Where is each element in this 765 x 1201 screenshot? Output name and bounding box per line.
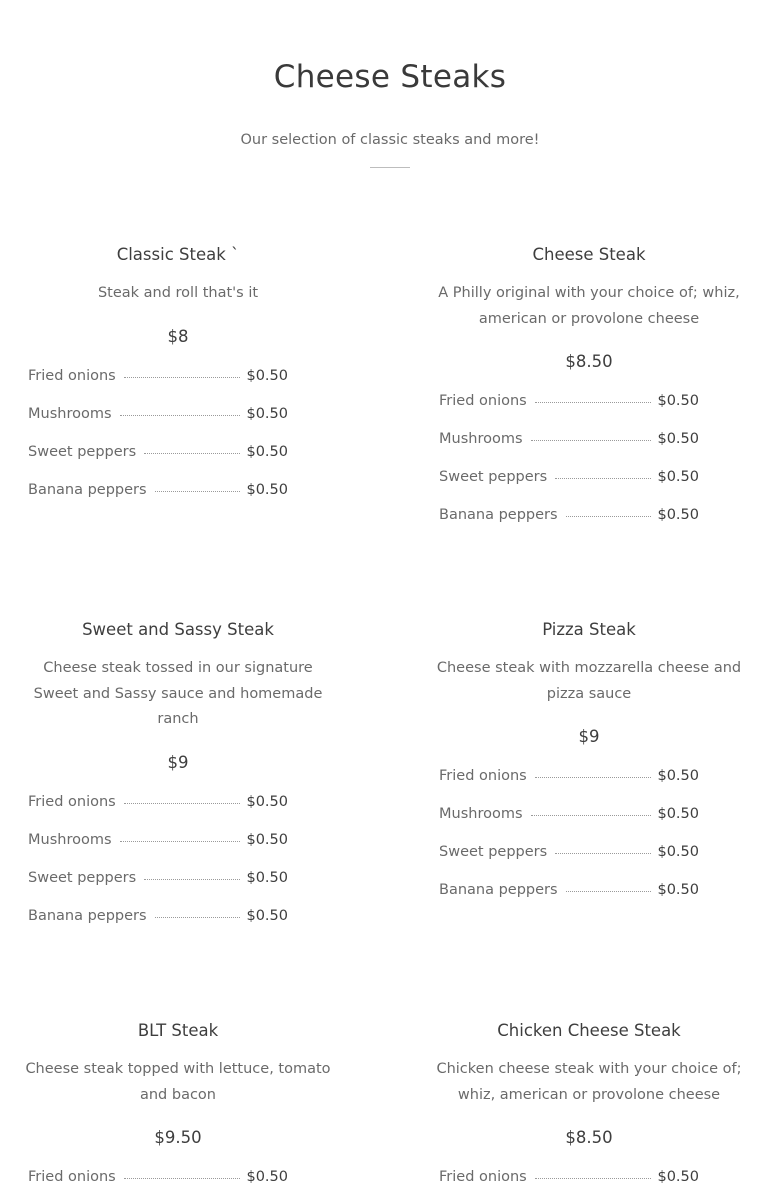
addon-name: Mushrooms [28, 405, 112, 422]
addon-price: $0.50 [246, 481, 288, 498]
page-title: Cheese Steaks [273, 59, 507, 95]
menu-item-classic-steak [8, 243, 348, 509]
addon-name: Mushrooms [28, 831, 112, 848]
addon-price: $0.50 [657, 806, 699, 822]
addon-name: Banana peppers [28, 907, 147, 924]
addon-row [28, 1158, 288, 1196]
addon-name: Fried onions [28, 1169, 116, 1185]
addon-list [439, 1158, 699, 1196]
dot-leader [155, 490, 241, 492]
item-price: $9 [578, 727, 600, 746]
dot-leader [120, 414, 241, 416]
addon-price: $0.50 [657, 469, 699, 485]
addon-row [439, 757, 699, 795]
addon-price: $0.50 [657, 507, 699, 523]
item-price: $9 [167, 752, 189, 772]
item-description: Steak and roll that's it [97, 285, 259, 301]
addon-price: $0.50 [657, 1169, 699, 1185]
dot-leader [124, 376, 241, 378]
item-name: BLT Steak [137, 1021, 219, 1040]
addon-price: $0.50 [246, 793, 288, 810]
addon-price: $0.50 [246, 831, 288, 848]
addon-name: Fried onions [28, 367, 116, 384]
menu-item-cheese-steak [419, 243, 759, 534]
addon-list [28, 1158, 288, 1196]
item-price: $9.50 [154, 1128, 202, 1147]
addon-row [28, 471, 288, 509]
addon-name: Fried onions [439, 1169, 527, 1185]
addon-name: Mushrooms [439, 806, 523, 822]
addon-row [28, 859, 288, 897]
item-price: $8 [167, 326, 189, 346]
dot-leader [566, 515, 652, 517]
item-name: Chicken Cheese Steak [497, 1021, 681, 1040]
dot-leader [555, 852, 651, 854]
addon-row [439, 1158, 699, 1196]
addon-price: $0.50 [657, 844, 699, 860]
item-name: Classic Steak ` [116, 245, 240, 264]
item-description: Chicken cheese steak with your choice of; whiz, american or provolone cheese [436, 1061, 742, 1103]
addon-name: Sweet peppers [439, 844, 548, 860]
item-description: A Philly original with your choice of; whiz, american or provolone cheese [438, 285, 740, 327]
dot-leader [124, 1177, 241, 1179]
dot-leader [535, 1177, 652, 1179]
menu-item-blt-steak [8, 1019, 348, 1196]
addon-list [28, 357, 288, 509]
addon-name: Fried onions [439, 393, 527, 409]
addon-row [439, 458, 699, 496]
menu-item-chicken-cheese-steak [419, 1019, 759, 1196]
addon-price: $0.50 [657, 882, 699, 898]
item-name: Pizza Steak [542, 620, 636, 639]
dot-leader [531, 814, 652, 816]
addon-price: $0.50 [246, 367, 288, 384]
dot-leader [531, 439, 652, 441]
dot-leader [535, 776, 652, 778]
addon-list [28, 783, 288, 935]
item-name: Sweet and Sassy Steak [82, 620, 274, 639]
addon-name: Sweet peppers [439, 469, 548, 485]
addon-price: $0.50 [657, 768, 699, 784]
addon-row [439, 420, 699, 458]
addon-name: Fried onions [439, 768, 527, 784]
page-subtitle: Our selection of classic steaks and more! [240, 132, 540, 148]
addon-list [439, 757, 699, 909]
addon-name: Banana peppers [439, 507, 558, 523]
dot-leader [555, 477, 651, 479]
addon-price: $0.50 [246, 907, 288, 924]
dot-leader [535, 401, 652, 403]
addon-row [28, 433, 288, 471]
addon-price: $0.50 [657, 393, 699, 409]
addon-price: $0.50 [246, 869, 288, 886]
dot-leader [120, 840, 241, 842]
addon-row [439, 871, 699, 909]
addon-row [28, 783, 288, 821]
dot-leader [144, 452, 240, 454]
addon-row [28, 897, 288, 935]
title-divider [370, 167, 410, 168]
addon-name: Banana peppers [439, 882, 558, 898]
menu-item-pizza-steak [419, 618, 759, 909]
item-name: Cheese Steak [532, 245, 646, 264]
addon-row [439, 795, 699, 833]
dot-leader [155, 916, 241, 918]
item-price: $8.50 [565, 352, 613, 371]
addon-name: Fried onions [28, 793, 116, 810]
addon-price: $0.50 [657, 431, 699, 447]
dot-leader [144, 878, 240, 880]
item-price: $8.50 [565, 1128, 613, 1147]
dot-leader [566, 890, 652, 892]
addon-row [28, 357, 288, 395]
addon-name: Sweet peppers [28, 869, 137, 886]
dot-leader [124, 802, 241, 804]
addon-name: Sweet peppers [28, 443, 137, 460]
addon-row [439, 382, 699, 420]
addon-row [28, 395, 288, 433]
item-description: Cheese steak topped with lettuce, tomato and bacon [25, 1061, 331, 1103]
menu-item-sweet-and-sassy-steak [8, 618, 348, 935]
addon-name: Mushrooms [439, 431, 523, 447]
item-description: Cheese steak tossed in our signature Sweet and Sassy sauce and homemade ranch [33, 660, 323, 727]
addon-row [28, 821, 288, 859]
addon-price: $0.50 [246, 1169, 288, 1185]
addon-price: $0.50 [246, 443, 288, 460]
addon-row [439, 833, 699, 871]
addon-list [439, 382, 699, 534]
addon-price: $0.50 [246, 405, 288, 422]
addon-name: Banana peppers [28, 481, 147, 498]
addon-row [439, 496, 699, 534]
item-description: Cheese steak with mozzarella cheese and pizza sauce [436, 660, 742, 702]
